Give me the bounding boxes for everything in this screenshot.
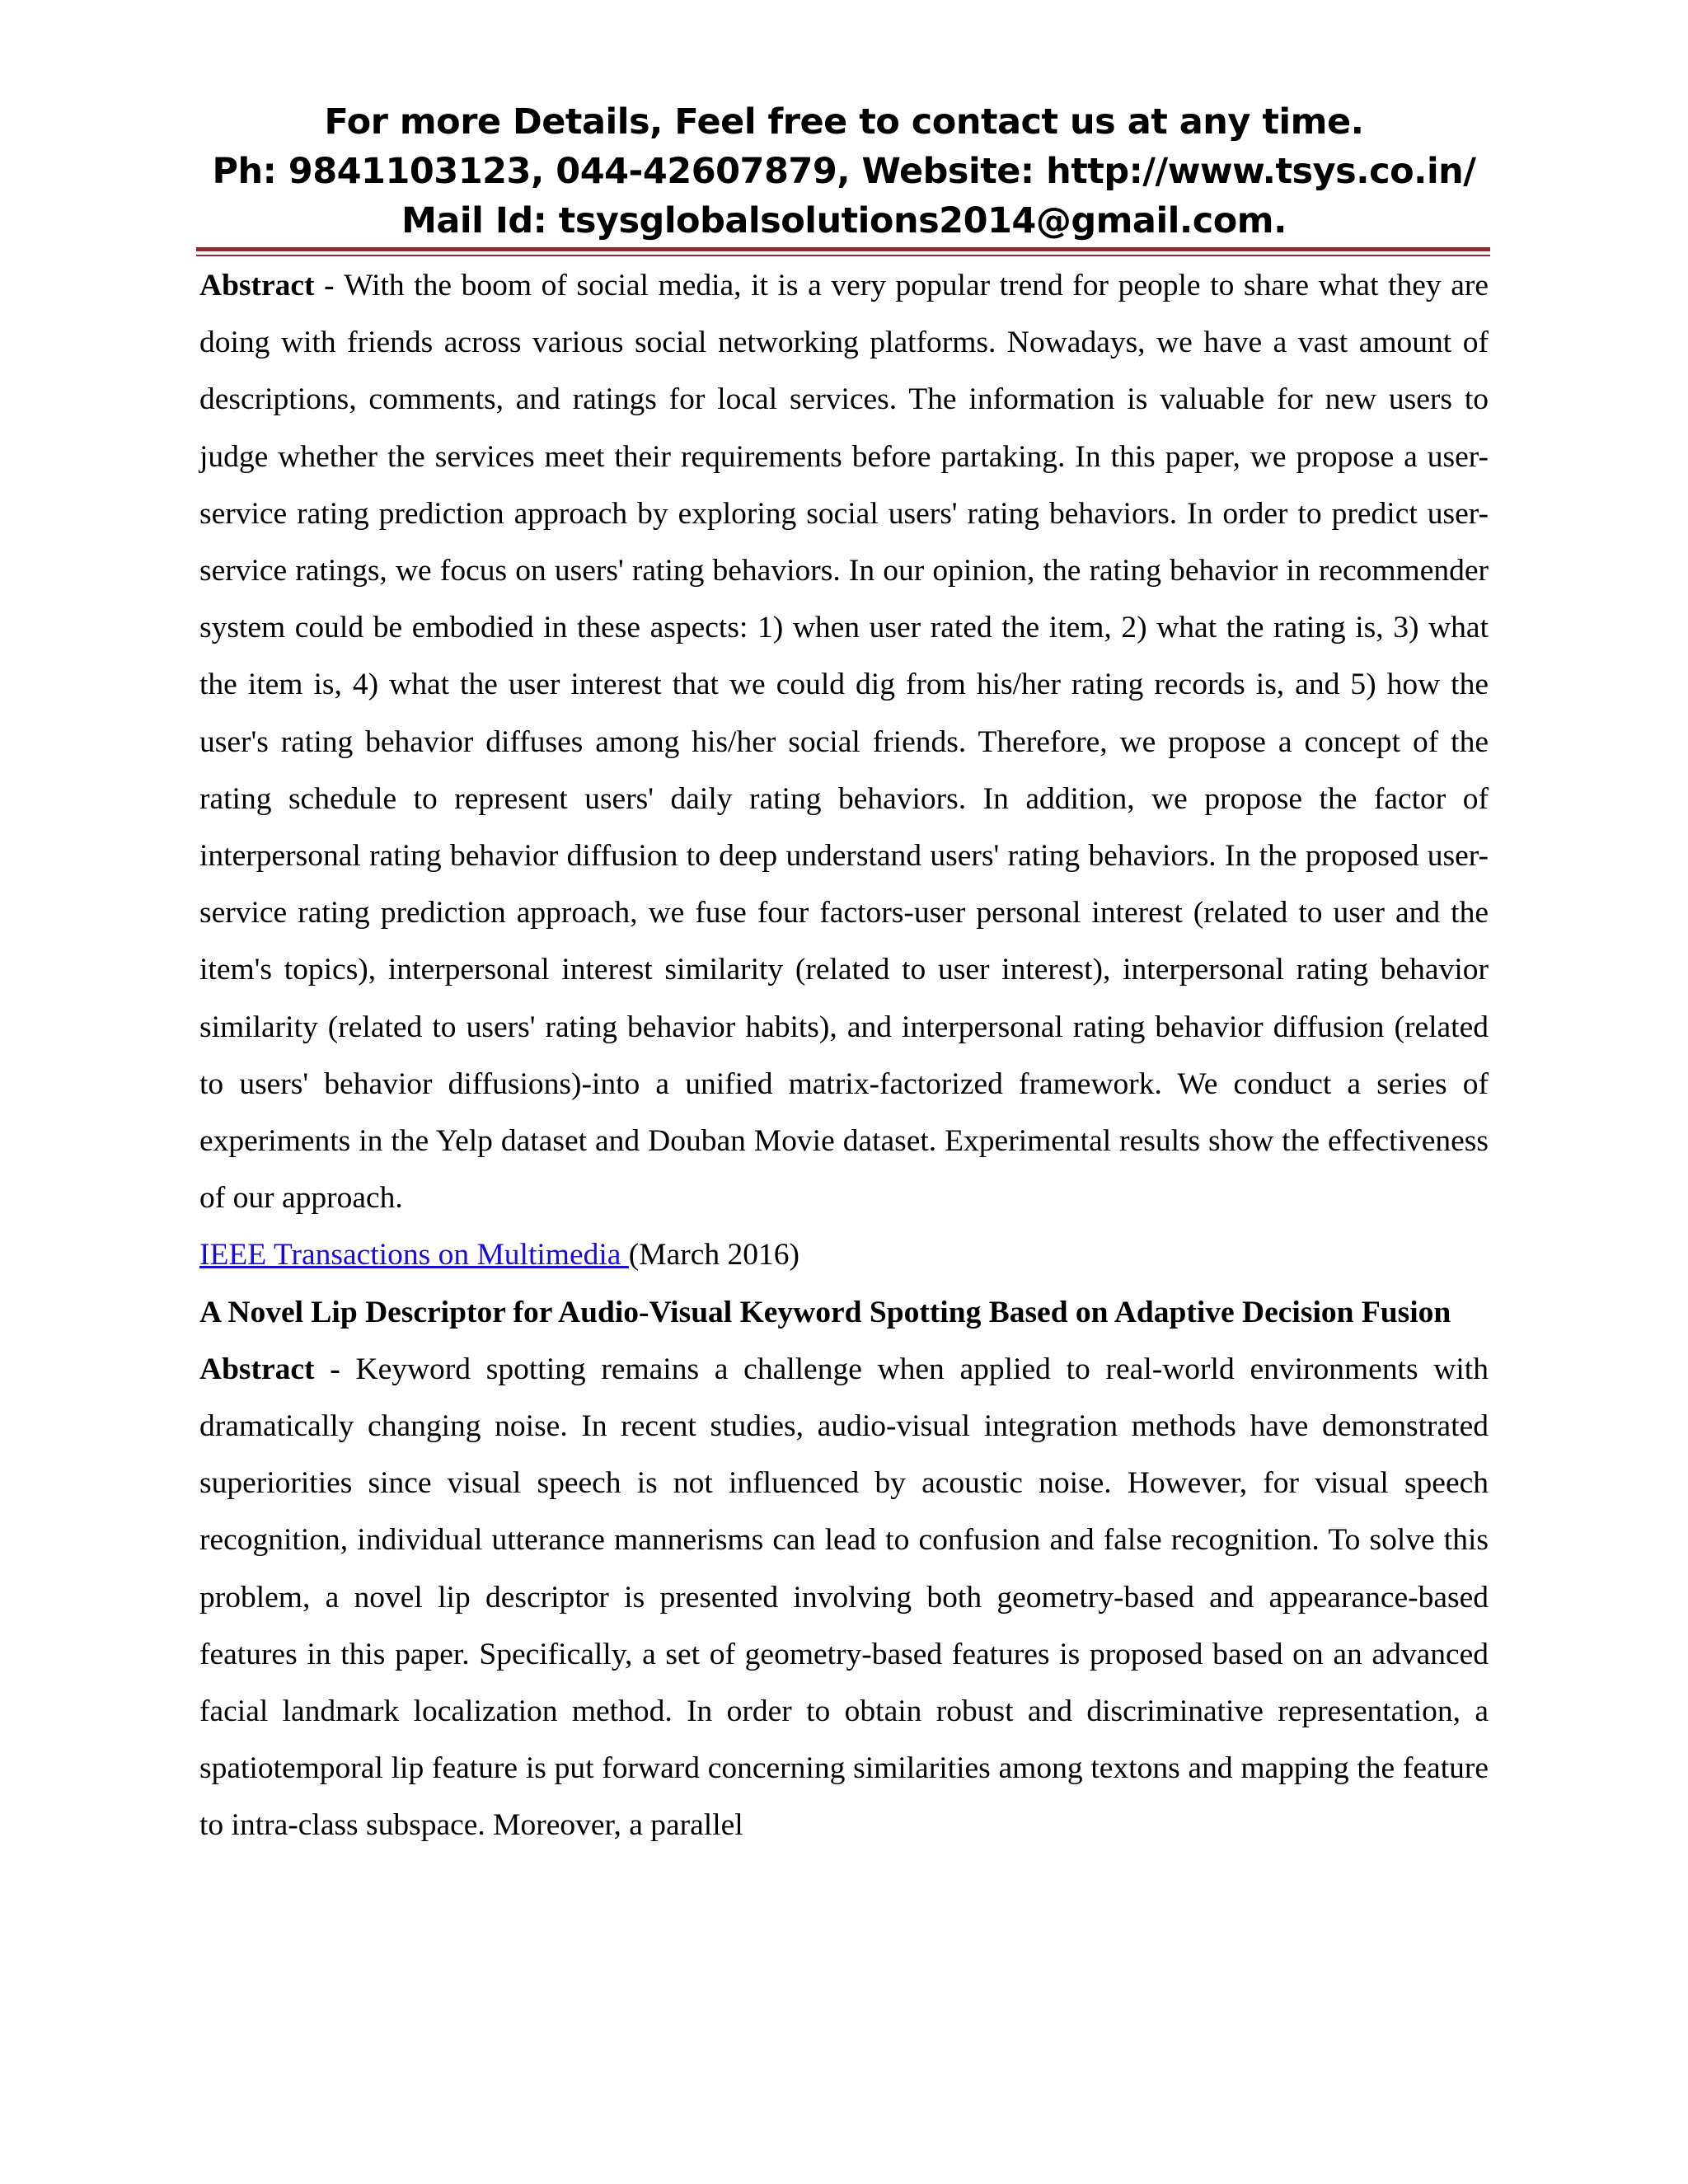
header-line-3: Mail Id: tsysglobalsolutions2014@gmail.com. — [401, 200, 1287, 241]
abstract-paragraph-1 — [199, 257, 1489, 1226]
header-divider-thin — [196, 255, 1490, 256]
contact-header — [165, 97, 1523, 246]
journal-link[interactable]: IEEE Transactions on Multimedia — [199, 1238, 629, 1272]
paper-title: A Novel Lip Descriptor for Audio-Visual Keyword Spotting Based on Adaptive Decision Fusion — [199, 1295, 1451, 1329]
header-line-2: Ph: 9841103123, 044-42607879, Website: http://www.tsys.co.in/ — [212, 151, 1476, 192]
header-divider-thick — [196, 247, 1490, 251]
abstract-paragraph-2 — [199, 1341, 1489, 1854]
abstract-label-1: Abstract - — [199, 269, 345, 302]
abstract-label-2: Abstract - — [199, 1352, 356, 1386]
journal-citation — [199, 1226, 1489, 1283]
abstract-text-1: With the boom of social media, it is a very popular trend for people to share what they are doing with friends across various social networking platforms. Nowadays, we have a vast amount of descriptions, comments, and ratings for local services. The information is valuable for new users to judge whether the services meet their requirements before partaking. In this paper, we propose a user-service rating prediction approach by exploring social users' rating behaviors. In order to predict user-service ratings, we focus on users' rating behaviors. In our opinion, the rating behavior in recommender system could be embodied in these aspects: 1) when user rated the item, 2) what the rating is, 3) what the item is, 4) what the user interest that we could dig from his/her rating records is, and 5) how the user's rating behavior diffuses among his/her social friends. Therefore, we propose a concept of the rating schedule to represent users' daily rating behaviors. In addition, we propose the factor of interpersonal rating behavior diffusion to deep understand users' rating behaviors. In the proposed user-service rating prediction approach, we fuse four factors-user personal interest (related to user and the item's topics), interpersonal interest similarity (related to user interest), interpersonal rating behavior similarity (related to users' rating behavior habits), and interpersonal rating behavior diffusion (related to users' behavior diffusions)-into a unified matrix-factorized framework. We conduct a series of experiments in the Yelp dataset and Douban Movie dataset. Experimental results show the effectiveness of our approach. — [199, 269, 1489, 1216]
header-line-1: For more Details, Feel free to contact us at any time. — [324, 101, 1364, 143]
document-body — [199, 257, 1489, 1854]
abstract-text-2: Keyword spotting remains a challenge when applied to real-world environments with dramatically changing noise. In recent studies, audio-visual integration methods have demonstrated superiorities since visual speech is not influenced by acoustic noise. However, for visual speech recognition, individual utterance mannerisms can lead to confusion and false recognition. To solve this problem, a novel lip descriptor is presented involving both geometry-based and appearance-based features in this paper. Specifically, a set of geometry-based features is proposed based on an advanced facial landmark localization method. In order to obtain robust and discriminative representation, a spatiotemporal lip feature is put forward concerning similarities among textons and mapping the feature to intra-class subspace. Moreover, a parallel — [199, 1352, 1489, 1843]
journal-date: (March 2016) — [628, 1238, 800, 1272]
